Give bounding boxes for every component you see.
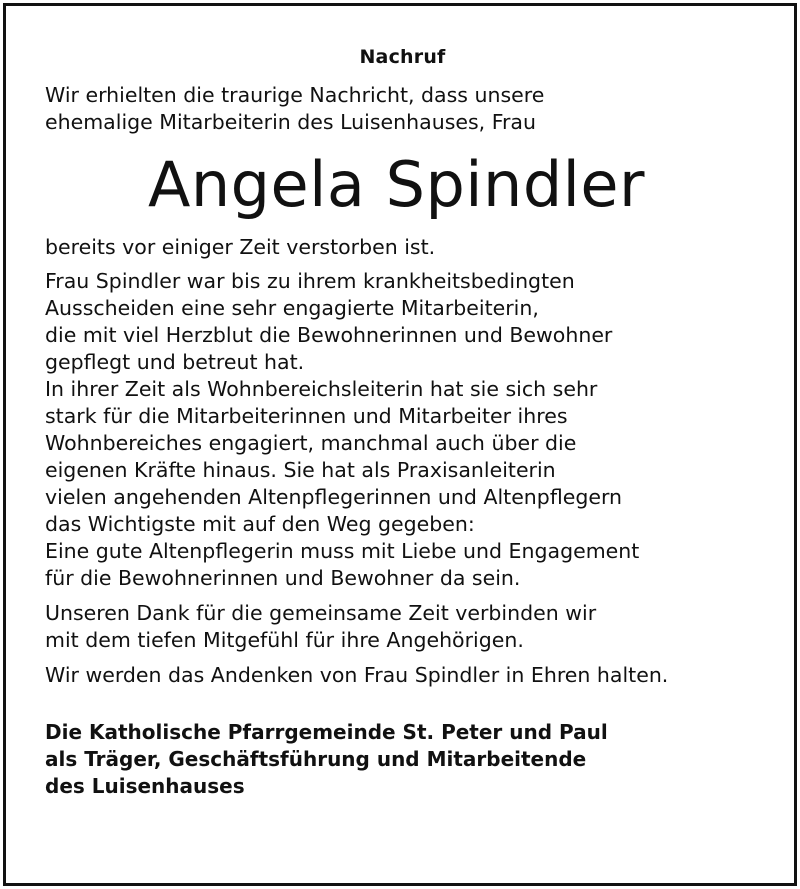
signature-block <box>45 719 760 800</box>
remembrance-line: Wir werden das Andenken von Frau Spindler in Ehren halten. <box>45 663 669 687</box>
thanks-line: mit dem tiefen Mitgefühl für ihre Angehörigen. <box>45 628 524 652</box>
deceased-name: Angela Spindler <box>147 148 646 221</box>
thanks-paragraph <box>45 600 760 654</box>
body-line: Ausscheiden eine sehr engagierte Mitarbeiterin, <box>45 296 539 320</box>
obituary-notice <box>45 46 760 800</box>
signature-line: Die Katholische Pfarrgemeinde St. Peter und Paul <box>45 720 608 744</box>
body-line: In ihrer Zeit als Wohnbereichsleiterin hat sie sich sehr <box>45 377 598 401</box>
body-line: vielen angehenden Altenpflegerinnen und Altenpflegern <box>45 485 623 509</box>
body-paragraph <box>45 268 760 592</box>
signature-line: als Träger, Geschäftsführung und Mitarbeitende <box>45 747 587 771</box>
thanks-line: Unseren Dank für die gemeinsame Zeit verbinden wir <box>45 601 597 625</box>
intro-line: Wir erhielten die traurige Nachricht, dass unsere <box>45 83 545 107</box>
intro-line: ehemalige Mitarbeiterin des Luisenhauses, Frau <box>45 110 536 134</box>
notice-heading: Nachruf <box>359 46 446 68</box>
body-line: Wohnbereiches engagiert, manchmal auch über die <box>45 431 577 455</box>
body-line: eigenen Kräfte hinaus. Sie hat als Praxisanleiterin <box>45 458 556 482</box>
signature-line: des Luisenhauses <box>45 774 245 798</box>
after-name-line: bereits vor einiger Zeit verstorben ist. <box>45 235 436 259</box>
intro-paragraph <box>45 82 760 136</box>
body-line: die mit viel Herzblut die Bewohnerinnen und Bewohner <box>45 323 613 347</box>
body-line: stark für die Mitarbeiterinnen und Mitarbeiter ihres <box>45 404 568 428</box>
body-line: Eine gute Altenpflegerin muss mit Liebe und Engagement <box>45 539 640 563</box>
body-line: das Wichtigste mit auf den Weg gegeben: <box>45 512 475 536</box>
body-line: für die Bewohnerinnen und Bewohner da sein. <box>45 566 521 590</box>
body-line: gepflegt und betreut hat. <box>45 350 305 374</box>
body-line: Frau Spindler war bis zu ihrem krankheitsbedingten <box>45 269 575 293</box>
